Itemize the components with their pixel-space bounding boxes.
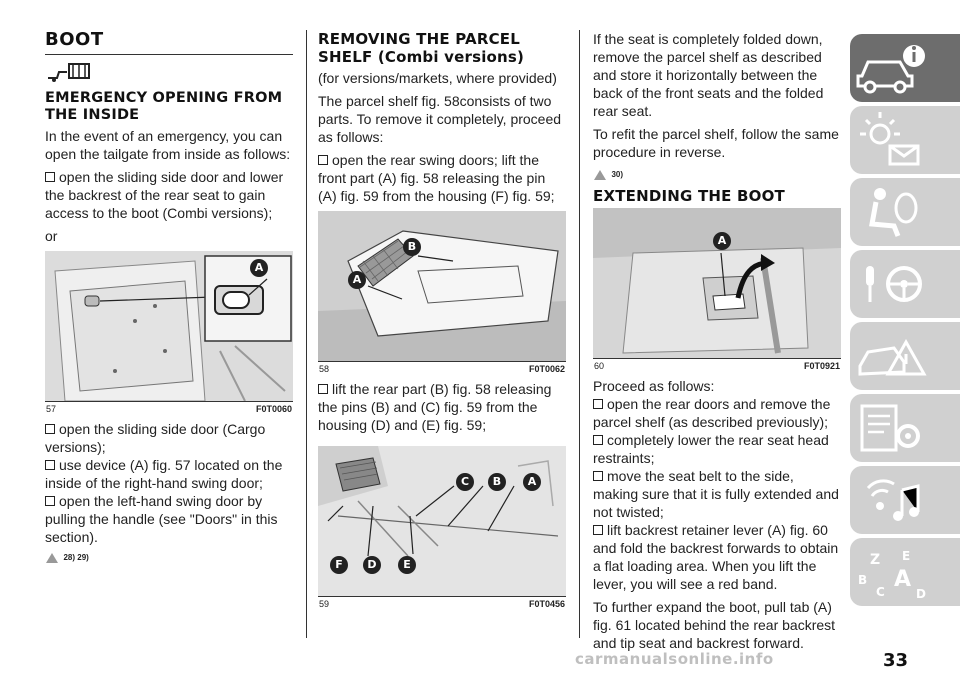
figure-59: [318, 446, 566, 597]
figure-57-caption: [45, 402, 293, 420]
bullet-box-icon: [45, 460, 55, 470]
figure-60-caption: [593, 359, 841, 377]
bullet-box-icon: [593, 471, 603, 481]
warning-lights-icon: [850, 106, 940, 174]
index-letter: Z: [870, 552, 881, 568]
figure-57: [45, 251, 293, 402]
bullet-box-icon: [593, 399, 603, 409]
column-3: [593, 30, 841, 657]
page-number: 33: [883, 650, 909, 671]
column-1: [45, 30, 293, 567]
tab-emergency[interactable]: [850, 322, 960, 390]
index-letter: A: [894, 567, 912, 592]
bullet-item: use device (A) fig. 57 located on the inside of the right-hand swing door;: [45, 457, 283, 491]
bullet-box-icon: [318, 384, 328, 394]
figure-58: [318, 211, 566, 362]
index-icon: [850, 538, 940, 606]
bullet-box-icon: [45, 424, 55, 434]
label-C: C: [456, 473, 474, 491]
index-letter: D: [916, 587, 926, 601]
warning-refs: 28) 29): [45, 549, 293, 567]
bullet-item: completely lower the rear seat head restraints;: [593, 432, 829, 466]
emergency-opening-heading: EMERGENCY OPENING FROM THE INSIDE: [45, 90, 283, 123]
or-text: or: [45, 228, 58, 244]
bullet-item: open the rear doors and remove the parcel shelf (as described previously);: [593, 396, 831, 430]
bullet-item: lift the rear part (B) fig. 58 releasing the pins (B) and (C) fig. 59 from the housing (D) and (E) fig. 59;: [318, 381, 552, 433]
label-A: A: [250, 259, 268, 277]
index-letter: B: [858, 573, 868, 587]
key-steering-icon: [850, 250, 940, 318]
bullet-box-icon: [45, 496, 55, 506]
versions-note: (for versions/markets, where provided): [318, 70, 557, 86]
service-icon: [850, 394, 940, 462]
figure-code: F0T0921: [803, 361, 840, 371]
multimedia-icon: [850, 466, 940, 534]
bullet-box-icon: [593, 435, 603, 445]
index-letter: E: [902, 549, 911, 563]
bullet-item: open the left-hand swing door by pulling the handle (see "Doors" in this section).: [45, 493, 278, 545]
figure-number: 60: [594, 361, 605, 371]
label-A: A: [523, 473, 541, 491]
tab-safety[interactable]: [850, 178, 960, 246]
label-D: D: [363, 556, 381, 574]
tab-maintenance[interactable]: [850, 394, 960, 462]
bullet-item: open the sliding side door (Cargo versions);: [45, 421, 266, 455]
figure-code: F0T0062: [528, 364, 565, 374]
bullet-box-icon: [593, 525, 603, 535]
figure-58-caption: [318, 362, 566, 380]
extending-boot-heading: EXTENDING THE BOOT: [593, 187, 785, 205]
bullet-box-icon: [318, 155, 328, 165]
proceed-text: Proceed as follows:: [593, 378, 715, 394]
warning-icon: [593, 169, 607, 181]
label-A: A: [713, 232, 731, 250]
column-2: [318, 30, 566, 615]
warning-icon: [45, 552, 59, 564]
car-info-icon: [850, 34, 940, 102]
figure-60-image: [593, 208, 841, 358]
tab-vehicle-info[interactable]: [850, 34, 960, 102]
figure-number: 58: [319, 364, 330, 374]
warning-refs: 30): [593, 166, 841, 184]
tab-warning-lights[interactable]: [850, 106, 960, 174]
intro-text: The parcel shelf fig. 58consists of two parts. To remove it completely, proceed as follows:: [318, 93, 562, 145]
figure-number: 57: [46, 404, 57, 414]
paragraph: To refit the parcel shelf, follow the same procedure in reverse.: [593, 126, 839, 160]
figure-59-image: [318, 446, 566, 596]
bullet-item: move the seat belt to the side, making sure that it is fully extended and not twisted;: [593, 468, 839, 520]
column-divider: [306, 30, 307, 638]
index-letter: C: [876, 585, 885, 599]
figure-code: F0T0456: [528, 599, 565, 609]
figure-number: 59: [319, 599, 330, 609]
bullet-item: lift backrest retainer lever (A) fig. 60 and fold the backrest forwards to obtain a flat loading area. When you lift the lever, you will see a red band.: [593, 522, 839, 592]
figure-60: [593, 208, 841, 359]
section-title: BOOT: [45, 29, 104, 50]
section-rule: [45, 54, 293, 55]
tab-multimedia[interactable]: [850, 466, 960, 534]
tab-index[interactable]: [850, 538, 960, 606]
label-B: B: [488, 473, 506, 491]
figure-code: F0T0060: [255, 404, 292, 414]
column-divider: [579, 30, 580, 638]
boot-symbol-icon: [45, 60, 293, 86]
parcel-shelf-heading: REMOVING THE PARCEL SHELF (Combi versions): [318, 30, 525, 66]
paragraph: To further expand the boot, pull tab (A) fig. 61 located behind the rear backrest and tip seat and backrest forward.: [593, 599, 836, 651]
bullet-item: open the sliding side door and lower the backrest of the rear seat to gain access to the boot (Combi versions);: [45, 169, 284, 221]
label-B: B: [403, 238, 421, 256]
label-F: F: [330, 556, 348, 574]
label-E: E: [398, 556, 416, 574]
paragraph: If the seat is completely folded down, remove the parcel shelf as described and store it horizontally between the back of the front seats and the folded rear seat.: [593, 31, 824, 119]
airbag-seat-icon: [850, 178, 940, 246]
tab-starting-driving[interactable]: [850, 250, 960, 318]
label-A: A: [348, 271, 366, 289]
watermark: carmanualsonline.info: [575, 650, 774, 668]
breakdown-icon: [850, 322, 940, 390]
intro-text: In the event of an emergency, you can open the tailgate from inside as follows:: [45, 128, 291, 162]
figure-59-caption: [318, 597, 566, 615]
bullet-item: open the rear swing doors; lift the front part (A) fig. 58 releasing the pin (A) fig. 59 from the housing (F) fig. 59;: [318, 152, 555, 204]
bullet-box-icon: [45, 172, 55, 182]
